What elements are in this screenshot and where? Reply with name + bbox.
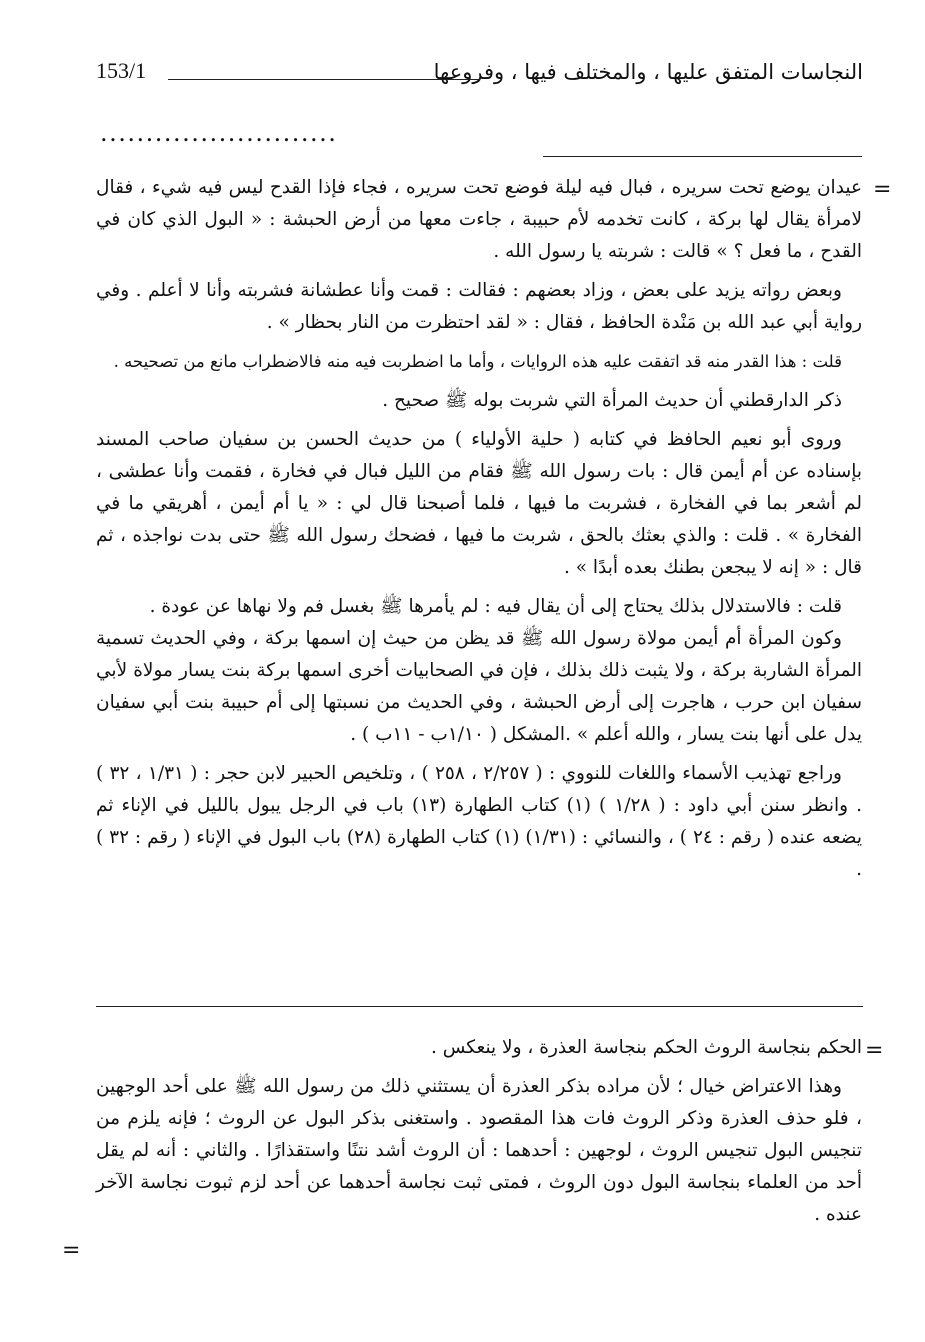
footnote-a-paragraph: وراجع تهذيب الأسماء واللغات للنووي : ( ٢/٢٥٧ ، ٢٥٨ ) ، وتلخيص الحبير لابن حجر : ( ١/٣١ ، ٣٢ ) . وانظر سنن أبي داود : ( ١/٢٨ ) (١) كتاب الطهارة (١٣) باب في الرجل يبول بالليل في الإناء ثم يضعه عنده ( رقم : ٢٤ ) ، والنسائي : (١/٣١) (١) كتاب الطهارة (٢٨) باب البول في الإناء ( رقم : ٣٢ ) . [96, 763, 863, 880]
page-number: 153/1 [96, 58, 147, 83]
footnote-a-paragraph: عيدان يوضع تحت سريره ، فبال فيه ليلة فوضع تحت سريره ، فجاء فإذا القدح ليس فيه شيء ، فقال لامرأة يقال لها بركة ، كانت تخدمه لأم حبيبة ، جاءت معها من أرض الحبشة : « البول الذي كان في القدح ، ما فعل ؟ » قالت : شربته يا رسول الله . [96, 177, 862, 262]
continuation-mark-middle: = [865, 1038, 884, 1063]
running-header-rule [168, 79, 480, 80]
running-header-title: النجاسات المتفق عليها ، والمختلف فيها ، وفروعها [433, 60, 863, 84]
footnote-a-paragraph: وكون المرأة أم أيمن مولاة رسول الله ﷺ قد يظن من حيث إن اسمها بركة ، وفي الحديث تسمية المرأة الشاربة بركة ، ولا يثبت ذلك بذلك ، فإن في الصحابيات أخرى اسمها بركة بنت يسار مولاة لأبي سفيان ابن حرب ، هاجرت إلى أرض الحبشة ، وفي الحديث من نسبتها إلى أم حبيبة بنت أبي سفيان يدل على أنها بنت يسار ، والله أعلم » .المشكل ( ١/١٠ب - ١١ب ) . [96, 628, 862, 745]
footnote-a-paragraph: قلت : هذا القدر منه قد اتفقت عليه هذه الروايات ، وأما ما اضطربت فيه منه فالاضطراب مانع من تصحيحه . [113, 352, 842, 371]
footnote-separator-short [543, 156, 862, 157]
footnote-b-paragraph: الحكم بنجاسة الروث الحكم بنجاسة العذرة ، ولا ينعكس . [430, 1037, 862, 1058]
footnote-divider [96, 1006, 863, 1007]
continuation-mark-bottom: = [62, 1238, 81, 1263]
continuation-mark-top: = [873, 177, 892, 202]
footnote-a-paragraph: وروى أبو نعيم الحافظ في كتابه ( حلية الأولياء ) من حديث الحسن بن سفيان صاحب المسند بإسناده عن أم أيمن قال : بات رسول الله ﷺ فقام من الليل فبال في فخارة ، فقمت وأنا عطشى ، لم أشعر بما في الفخارة ، فشربت ما فيها ، فلما أصبحنا قال لي : « يا أم أيمن ، أهريقي ما في الفخارة » . قلت : والذي بعثك بالحق ، شربت ما فيها ، فضحك رسول الله ﷺ حتى بدت نواجذه ، ثم قال : « إنه لا يبجعن بطنك بعده أبدًا » . [96, 429, 862, 578]
footnote-a-paragraph: ذكر الدارقطني أن حديث المرأة التي شربت بوله ﷺ صحيح . [382, 390, 842, 411]
separator-dots: .......................... [100, 119, 338, 147]
footnote-b-paragraph: وهذا الاعتراض خيال ؛ لأن مراده بذكر العذرة أن يستثني ذلك من رسول الله ﷺ على أحد الوجهين ، فلو حذف العذرة وذكر الروث فات هذا المقصود . واستغنى بذكر البول عن الروث ؛ فإنه يلزم من تنجيس البول تنجيس الروث ، لوجهين : أحدهما : أن الروث أشد نتنًا واستقذارًا . والثاني : أنه لم يقل أحد من العلماء بنجاسة البول دون الروث ، فمتى ثبت نجاسة أحدهما عن أحد لزم ثبوت نجاسة الآخر عنده . [96, 1076, 862, 1225]
footnote-a-paragraph: وبعض رواته يزيد على بعض ، وزاد بعضهم : فقالت : قمت وأنا عطشانة فشربته وأنا لا أعلم . وفي رواية أبي عبد الله بن مَنْدة الحافظ ، فقال : « لقد احتظرت من النار بحظار » . [96, 280, 862, 333]
footnote-block-b [96, 1032, 862, 1231]
footnote-a-paragraph: قلت : فالاستدلال بذلك يحتاج إلى أن يقال فيه : لم يأمرها ﷺ بغسل فم ولا نهاها عن عودة . [149, 596, 842, 617]
footnote-block-a [96, 172, 862, 886]
